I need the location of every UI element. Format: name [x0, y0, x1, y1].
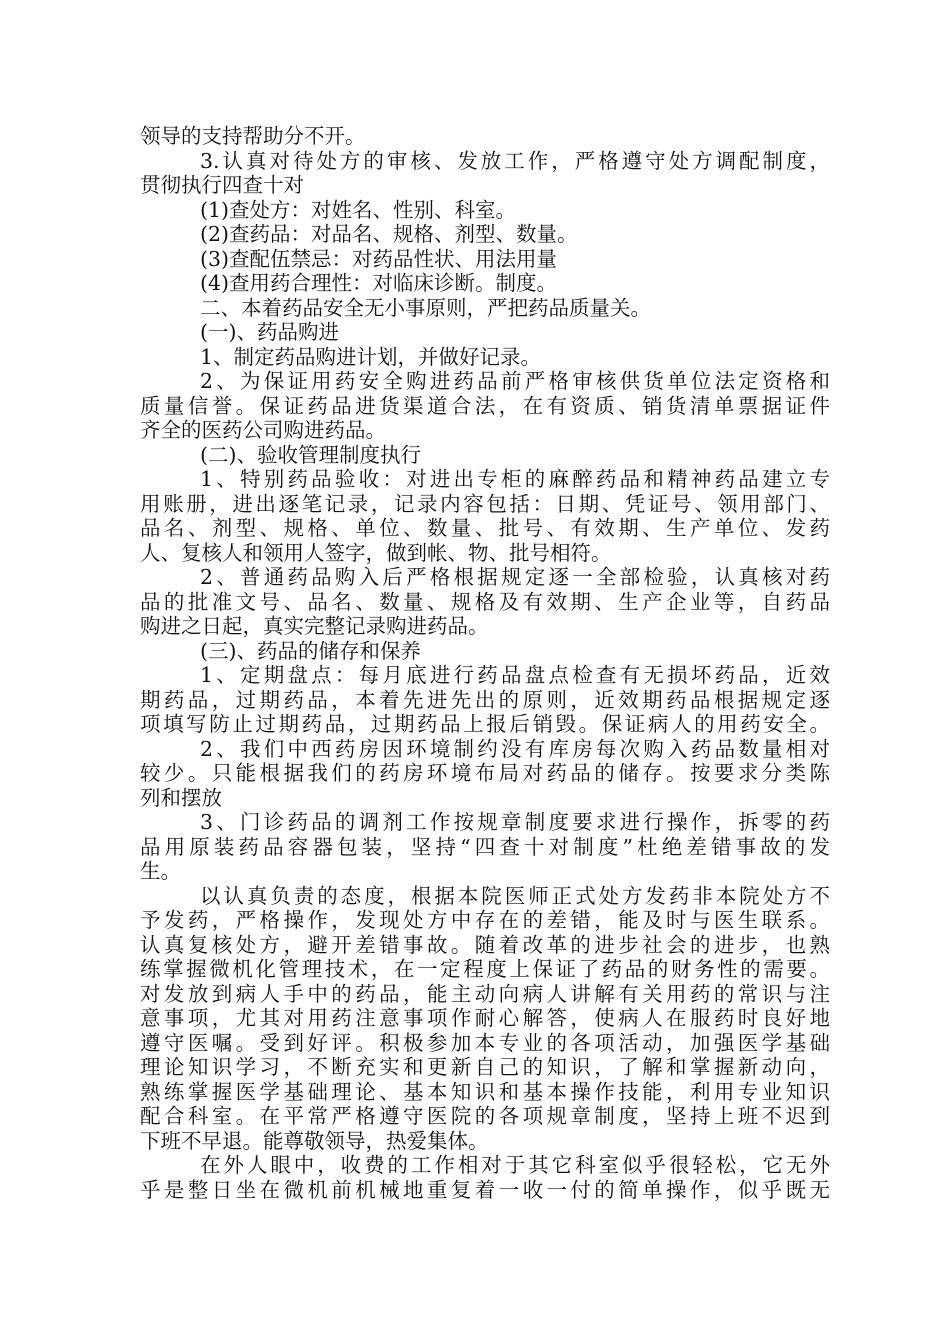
text-line: 2、普通药品购入后严格根据规定逐一全部检验，认真核对药	[200, 565, 830, 589]
text-line: 熟练掌握医学基础理论、基本知识和基本操作技能，利用专业知识	[140, 1079, 830, 1104]
text-line: (4)查用药合理性：对临床诊断。制度。	[200, 271, 558, 295]
text-line: 1、制定药品购进计划，并做好记录。	[200, 344, 542, 369]
text-line: 予发药，严格操作，发现处方中存在的差错，能及时与医生联系。	[140, 908, 830, 932]
text-line: 意事项，尤其对用药注意事项作耐心解答，使病人在服药时良好地	[140, 1006, 830, 1030]
text-line: 质量信誉。保证药品进货渠道合法，在有资质、销货清单票据证件	[140, 393, 830, 418]
document-body	[140, 124, 830, 1202]
text-line: 齐全的医药公司购进药品。	[140, 418, 386, 442]
text-line: 列和摆放	[140, 785, 222, 810]
text-line: 配合科室。在平常严格遵守医院的各项规章制度，坚持上班不迟到	[140, 1104, 830, 1128]
text-line: 练掌握微机化管理技术，在一定程度上保证了药品的财务性的需要。	[140, 957, 830, 981]
text-line: 用账册，进出逐笔记录，记录内容包括：日期、凭证号、领用部门、	[140, 491, 830, 516]
text-line: 以认真负责的态度，根据本院医师正式处方发药非本院处方不	[200, 883, 830, 908]
text-line: 购进之日起，真实完整记录购进药品。	[140, 614, 489, 638]
text-line: 3.认真对待处方的审核、发放工作，严格遵守处方调配制度，	[200, 148, 830, 173]
text-line: 人、复核人和领用人签字，做到帐、物、批号相符。	[140, 540, 612, 565]
text-line: 1、定期盘点：每月底进行药品盘点检查有无损坏药品，近效	[200, 663, 830, 687]
text-line: 品的批准文号、品名、数量、规格及有效期、生产企业等，自药品	[140, 589, 830, 614]
text-line: 品用原装药品容器包装，坚持“四查十对制度”杜绝差错事故的发	[140, 834, 830, 859]
text-line: 二、本着药品安全无小事原则，严把药品质量关。	[200, 295, 651, 320]
text-line: 遵守医嘱。受到好评。积极参加本专业的各项活动，加强医学基础	[140, 1030, 830, 1055]
text-line: (三)、药品的储存和保养	[200, 638, 421, 663]
text-line: 3、门诊药品的调剂工作按规章制度要求进行操作，拆零的药	[200, 810, 830, 834]
text-line: 理论知识学习，不断充实和更新自己的知识，了解和掌握新动向，	[140, 1055, 830, 1079]
text-line: 生。	[140, 859, 181, 883]
text-line: 2、为保证用药安全购进药品前严格审核供货单位法定资格和	[200, 369, 830, 393]
text-line: (二)、验收管理制度执行	[200, 442, 421, 467]
text-line: (一)、药品购进	[200, 320, 339, 344]
text-line: (2)查药品：对品名、规格、剂型、数量。	[200, 222, 578, 246]
text-line: (1)查处方：对姓名、性别、科室。	[200, 197, 517, 222]
text-line: 1、特别药品验收：对进出专柜的麻醉药品和精神药品建立专	[200, 467, 830, 491]
text-line: 对发放到病人手中的药品，能主动向病人讲解有关用药的常识与注	[140, 981, 830, 1006]
text-line: 贯彻执行四查十对	[140, 173, 304, 197]
text-line: 乎是整日坐在微机前机械地重复着一收一付的简单操作，似乎既无	[140, 1177, 830, 1202]
text-line: (3)查配伍禁忌：对药品性状、用法用量	[200, 246, 558, 271]
text-line: 认真复核处方，避开差错事故。随着改革的进步社会的进步，也熟	[140, 932, 830, 957]
text-line: 期药品，过期药品，本着先进先出的原则，近效期药品根据规定逐	[140, 687, 830, 712]
text-line: 较少。只能根据我们的药房环境布局对药品的储存。按要求分类陈	[140, 761, 830, 785]
text-line: 品名、剂型、规格、单位、数量、批号、有效期、生产单位、发药	[140, 516, 830, 540]
text-line: 项填写防止过期药品，过期药品上报后销毁。保证病人的用药安全。	[140, 712, 830, 736]
text-line: 在外人眼中，收费的工作相对于其它科室似乎很轻松，它无外	[200, 1153, 830, 1177]
text-line: 下班不早退。能尊敬领导，热爱集体。	[140, 1128, 489, 1153]
text-line: 领导的支持帮助分不开。	[140, 124, 366, 148]
text-line: 2、我们中西药房因环境制约没有库房每次购入药品数量相对	[200, 736, 830, 761]
